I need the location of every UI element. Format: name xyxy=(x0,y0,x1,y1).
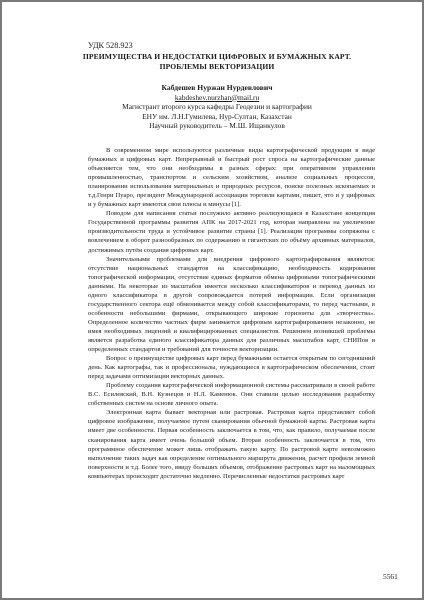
body-paragraph: Поводом для написания статьи послужило активно реализующаяся в Казахстане концепция Государственной программы развития АПК на 2017-2021 год, которая направлена на увеличение производительности труда и устойчивое развитие страны [1]. Реализация программы сопряжена с вовлечением в оборот разнообразных по содержанию и гигантских по объёму архивных материалов, достижимых путём создания цифровых карт. xyxy=(88,210,375,254)
affiliation-line: ЕНУ им. Л.Н.Гумилева, Нур-Султан, Казахстан xyxy=(142,111,292,121)
title-line: ПРЕИМУЩЕСТВА И НЕДОСТАТКИ ЦИФРОВЫХ И БУМАЖНЫХ КАРТ. xyxy=(82,52,352,61)
author-block xyxy=(62,83,372,131)
author-name: Кабдешев Нуржан Нурдевлович xyxy=(161,83,273,92)
title-line: ПРОБЛЕМЫ ВЕКТОРИЗАЦИИ xyxy=(159,62,275,71)
article-title xyxy=(72,52,362,72)
author-email: kabdeshev.nurzhan@mail.ru xyxy=(174,92,260,102)
body-paragraph: В современном мире используются различные виды картографической продукции в виде бумажных и цифровых карт. Непрерывный и быстрый рост спроса на картографические данные объясняется тем, что они необходимы в разных сферах: при оперативном управлении промышленностью, транспортом и сельским хозяйством, анализе социальных процессов, планировании использования материальных и природных ресурсов, поиске полезных ископаемых и т.д.Генри Пуаро, президент Международной ассоциации торговли картами, пишет, что и у цифровых и у бумажных карт имеются свои плюсы и минусы [1]. xyxy=(88,147,375,209)
article-body xyxy=(88,146,375,481)
body-paragraph: Проблему создания картографической информационной системы рассматривали в своей работе В.С. Есилевский, В.Н. Кузнецов и Н.Л. Каменюк. Они ставили целью исследования разработку собственных систем на основе личного опыта. xyxy=(88,382,375,408)
body-paragraph: Значительными проблемами для внедрения цифрового картографирования являются: отсутствие национальных стандартов на классификацию, необходимость кодирования топографической информации, отсутствие единых форматов обмена цифровыми топографическими данными. На некоторые из масштабов имеется несколько классификаторов и перевод данных из одного классификатора в другой сопровождается потерей информации. Если организация государственного сектора ещё обменивается между собой классификаторами, то перед частными, в особенности небольшими фирмами, открывающего широкие горизонты для «творчества». Определенное количество частных фирм занимается цифровым картографированием незаконно, не имея необходимых лицензий и квалифицированных специалистов. Решением возникшей проблемы является разработка единого классификатора данных для различных масштабов карт, СНИПов и определенных стандартов и требований для точности векторизации. xyxy=(88,255,375,354)
udk-code: УДК 528.923 xyxy=(88,41,133,50)
page-number: 5561 xyxy=(383,572,398,581)
document-page xyxy=(2,2,422,598)
body-paragraph: Вопрос о преимуществе цифровых карт перед бумажными остается открытым по сегодняшний день. Как картографы, так и профессионалы, нуждающиеся в картографическом обеспечении, стоят перед задачами оптимизации векторных данных. xyxy=(88,355,375,381)
supervisor-line: Научный руководитель – М.Ш. Ищанкулов xyxy=(149,121,285,131)
body-paragraph: Электронная карта бывает векторная или растровая. Растровая карта представляет собой цифровое изображение, получаемое путем сканирования обычной бумажной карты. Растровая карта имеет две особенности. Первая особенность заключается в том, что, как правило, получаемая после сканирования карта имеет очень большой объем. Вторая особенность заключается в том, что программное обеспечение может лишь отображать такую карту. По растровой карте невозможно выполнение таких задач как определение оптимального маршрута движения, расчет профиля земной поверхности и т.д. Более того, ввиду больших объемов, отображение растровых карт на маломощных компьютерах происходит достаточно медленно. Перечисленные недостатки растровых карт xyxy=(88,409,375,480)
affiliation-line: Магистрант второго курса кафедры Геодезии и картографии xyxy=(122,102,312,112)
